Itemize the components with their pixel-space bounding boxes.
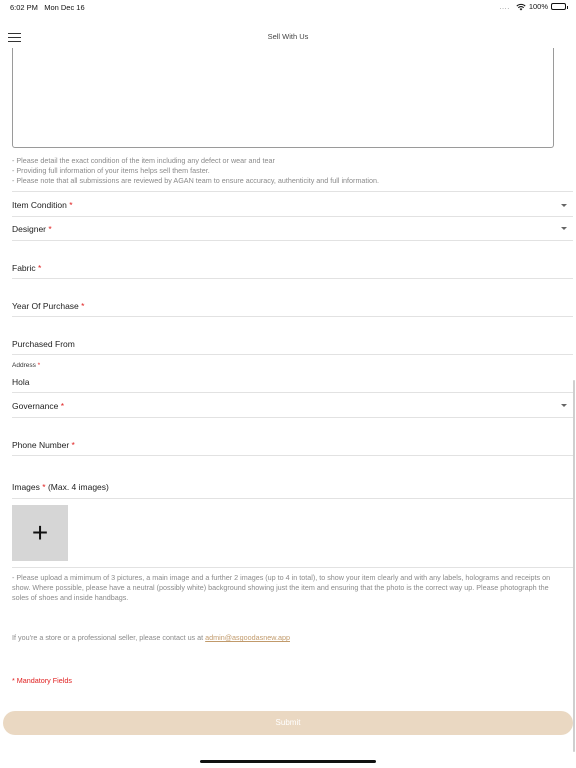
address-value: Hola — [12, 377, 30, 387]
year-of-purchase-label: Year Of Purchase * — [12, 301, 85, 311]
governance-label: Governance * — [12, 401, 64, 411]
images-section-header — [12, 456, 573, 499]
fabric-input[interactable] — [12, 241, 573, 279]
purchased-from-label: Purchased From — [12, 339, 75, 349]
signal-dots: .... — [499, 2, 510, 11]
phone-number-input[interactable] — [12, 418, 573, 456]
battery-icon — [551, 3, 566, 10]
status-time: 6:02 PM Mon Dec 16 — [10, 3, 85, 12]
wifi-icon — [516, 3, 526, 11]
item-condition-label: Item Condition * — [12, 200, 73, 210]
images-label: Images * (Max. 4 images) — [12, 482, 109, 492]
status-bar — [0, 0, 576, 14]
mandatory-fields-note: * Mandatory Fields — [12, 676, 72, 685]
chevron-down-icon — [561, 404, 567, 407]
battery-percent: 100% — [528, 2, 548, 11]
add-image-button[interactable] — [12, 505, 68, 561]
description-note: - Please note that all submissions are reviewed by AGAN team to ensure accuracy, authenticity and full information. — [12, 176, 380, 185]
item-condition-select[interactable] — [12, 191, 573, 217]
page-title: Sell With Us — [267, 32, 309, 41]
submit-button[interactable]: Submit — [3, 711, 573, 735]
description-note: - Please detail the exact condition of the item including any defect or wear and tear — [12, 156, 275, 165]
purchased-from-input[interactable] — [12, 317, 573, 355]
address-label: Address * — [12, 362, 41, 369]
description-note: - Providing full information of your items helps sell them faster. — [12, 166, 210, 175]
year-of-purchase-input[interactable] — [12, 279, 573, 317]
upload-notes: - Please upload a mimimum of 3 pictures, a main image and a further 2 images (up to 4 in total), to show your item clearly and with any labels, holograms and receipts on show. Where possible, please have a neutral (possibly white) background showing just the item and ensuring that the photo is the correct way up. Please photograph the soles of shoes and inside handbags. — [12, 573, 551, 602]
governance-select[interactable] — [12, 393, 573, 418]
divider — [12, 567, 573, 568]
contact-email-link[interactable]: admin@asgoodasnew.app — [205, 633, 290, 642]
description-notes — [12, 156, 379, 186]
plus-icon: + — [31, 517, 49, 548]
home-indicator — [200, 760, 376, 763]
scrollbar[interactable] — [573, 380, 575, 752]
description-textarea[interactable] — [12, 48, 554, 148]
contact-text: If you're a store or a professional seller, please contact us at admin@asgoodasnew.app — [12, 633, 290, 642]
chevron-down-icon — [561, 204, 567, 207]
status-right — [499, 2, 566, 11]
fabric-label: Fabric * — [12, 263, 42, 273]
designer-select[interactable] — [12, 217, 573, 241]
designer-label: Designer * — [12, 224, 52, 234]
phone-number-label: Phone Number * — [12, 440, 75, 450]
address-input[interactable] — [12, 355, 573, 393]
chevron-down-icon — [561, 227, 567, 230]
